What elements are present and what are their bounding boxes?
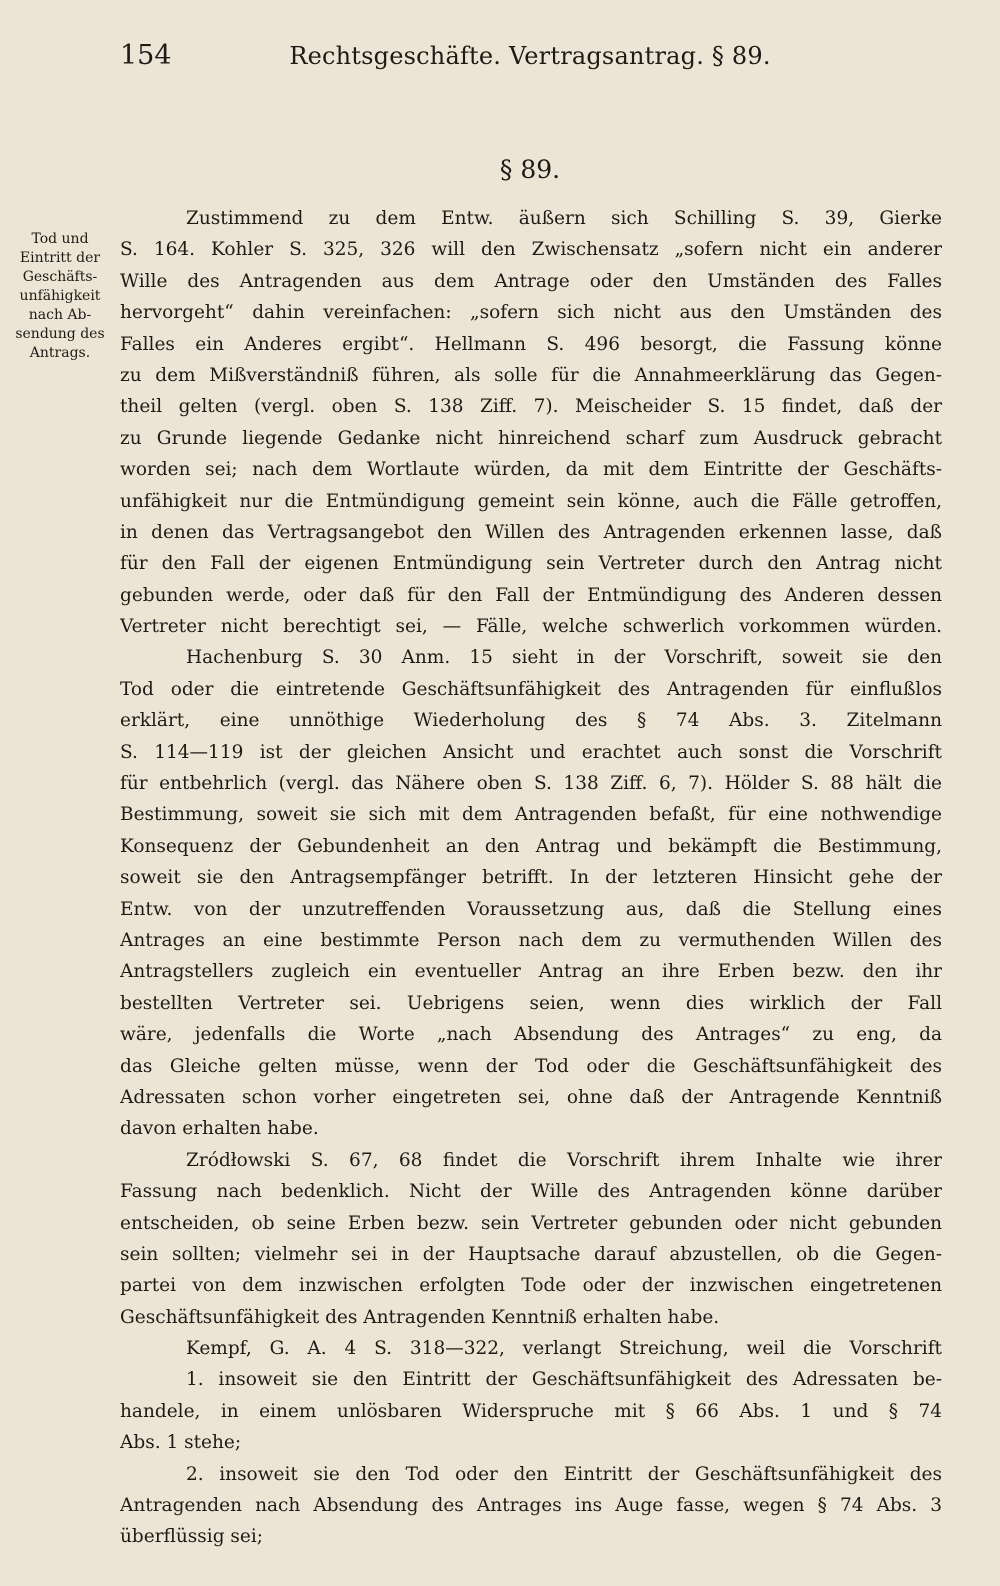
text-line: Antragstellers zugleich ein eventueller Antrag an ihre Erben bezw. den ihr	[120, 961, 942, 983]
text-line: partei von dem inzwischen erfolgten Tode oder der inzwischen eingetretenen	[120, 1275, 942, 1297]
text-line: Hachenburg S. 30 Anm. 15 sieht in der Vorschrift, soweit sie den	[186, 647, 942, 669]
margin-note	[10, 230, 110, 363]
text-line: Vertreter nicht berechtigt sei, — Fälle, welche schwerlich vorkommen würden.	[120, 616, 942, 638]
margin-note-line: Geschäfts-	[22, 269, 98, 285]
text-line: 1. insoweit sie den Eintritt der Geschäftsunfähigkeit des Adressaten be-	[186, 1369, 942, 1391]
text-line: Falles ein Anderes ergibt“. Hellmann S. 496 besorgt, die Fassung könne	[120, 333, 942, 355]
text-line: davon erhalten habe.	[120, 1118, 319, 1140]
text-line: handele, in einem unlösbaren Widerspruche mit § 66 Abs. 1 und § 74	[120, 1400, 942, 1422]
body-text	[120, 203, 942, 1553]
running-header	[120, 40, 940, 80]
text-line: zu dem Mißverständniß führen, als solle für die Annahmeerklärung das Gegen-	[120, 364, 942, 386]
text-line: überflüssig sei;	[120, 1526, 264, 1548]
text-line: Tod oder die eintretende Geschäftsunfähigkeit des Antragenden für einflußlos	[120, 678, 942, 700]
text-line: S. 164. Kohler S. 325, 326 will den Zwischensatz „sofern nicht ein anderer	[120, 239, 942, 261]
text-line: Konsequenz der Gebundenheit an den Antrag und bekämpft die Bestimmung,	[120, 835, 942, 857]
text-line: Zródłowski S. 67, 68 findet die Vorschrift ihrem Inhalte wie ihrer	[186, 1149, 942, 1171]
text-line: das Gleiche gelten müsse, wenn der Tod oder die Geschäftsunfähigkeit des	[120, 1055, 942, 1077]
margin-note-line: unfähigkeit	[19, 288, 101, 304]
text-line: für den Fall der eigenen Entmündigung sein Vertreter durch den Antrag nicht	[120, 553, 942, 575]
text-line: theil gelten (vergl. oben S. 138 Ziff. 7). Meischeider S. 15 findet, daß der	[120, 396, 942, 418]
page-number: 154	[120, 40, 172, 71]
margin-note-line: Eintritt der	[19, 250, 101, 266]
text-line: Antrages an eine bestimmte Person nach dem zu vermuthenden Willen des	[120, 929, 942, 951]
text-line: Fassung nach bedenklich. Nicht der Wille des Antragenden könne darüber	[120, 1181, 942, 1203]
text-line: hervorgeht“ dahin vereinfachen: „sofern sich nicht aus den Umständen des	[120, 302, 942, 324]
margin-note-line: Antrags.	[29, 345, 91, 361]
text-line: worden sei; nach dem Wortlaute würden, da mit dem Eintritte der Geschäfts-	[120, 459, 942, 481]
running-title: Rechtsgeschäfte. Vertragsantrag. § 89.	[289, 42, 771, 70]
text-line: zu Grunde liegende Gedanke nicht hinreichend scharf zum Ausdruck gebracht	[120, 427, 942, 449]
text-line: S. 114—119 ist der gleichen Ansicht und erachtet auch sonst die Vorschrift	[120, 741, 942, 763]
text-line: Geschäftsunfähigkeit des Antragenden Kenntniß erhalten habe.	[120, 1306, 720, 1328]
text-line: Entw. von der unzutreffenden Voraussetzung aus, daß die Stellung eines	[120, 898, 942, 920]
text-line: für entbehrlich (vergl. das Nähere oben S. 138 Ziff. 6, 7). Hölder S. 88 hält die	[120, 773, 942, 795]
text-line: 2. insoweit sie den Tod oder den Eintritt der Geschäftsunfähigkeit des	[186, 1463, 942, 1485]
text-line: bestellten Vertreter sei. Uebrigens seien, wenn dies wirklich der Fall	[120, 992, 942, 1014]
text-line: Kempf, G. A. 4 S. 318—322, verlangt Streichung, weil die Vorschrift	[186, 1338, 942, 1360]
text-line: Abs. 1 stehe;	[120, 1432, 242, 1454]
text-line: soweit sie den Antragsempfänger betrifft. In der letzteren Hinsicht gehe der	[120, 867, 942, 889]
text-line: erklärt, eine unnöthige Wiederholung des § 74 Abs. 3. Zitelmann	[120, 710, 942, 732]
margin-note-line: sendung des	[15, 326, 105, 342]
text-line: wäre, jedenfalls die Worte „nach Absendung des Antrages“ zu eng, da	[120, 1024, 942, 1046]
text-line: Wille des Antragenden aus dem Antrage oder den Umständen des Falles	[120, 270, 942, 292]
text-line: Adressaten schon vorher eingetreten sei, ohne daß der Antragende Kenntniß	[120, 1086, 942, 1108]
text-line: Bestimmung, soweit sie sich mit dem Antragenden befaßt, für eine nothwendige	[120, 804, 942, 826]
margin-note-line: nach Ab-	[28, 307, 92, 323]
margin-note-line: Tod und	[31, 231, 89, 247]
text-line: sein sollten; vielmehr sei in der Hauptsache darauf abzustellen, ob die Gegen-	[120, 1243, 942, 1265]
text-line: Zustimmend zu dem Entw. äußern sich Schilling S. 39, Gierke	[186, 208, 942, 229]
text-line: Antragenden nach Absendung des Antrages ins Auge fasse, wegen § 74 Abs. 3	[120, 1495, 942, 1517]
text-line: in denen das Vertragsangebot den Willen des Antragenden erkennen lasse, daß	[120, 521, 942, 543]
text-line: entscheiden, ob seine Erben bezw. sein Vertreter gebunden oder nicht gebunden	[120, 1212, 942, 1234]
text-line: unfähigkeit nur die Entmündigung gemeint sein könne, auch die Fälle getroffen,	[120, 490, 942, 512]
section-heading: § 89.	[499, 155, 561, 184]
text-line: gebunden werde, oder daß für den Fall der Entmündigung des Anderen dessen	[120, 584, 942, 606]
